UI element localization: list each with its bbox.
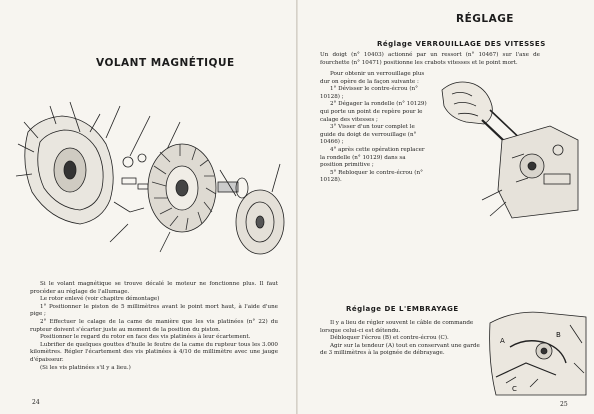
left-body-text [30, 281, 278, 372]
left-page [0, 0, 296, 414]
page-header: RÉGLAGE [456, 13, 514, 25]
section-steps [320, 71, 428, 185]
section-body-embrayage [320, 320, 480, 358]
paragraph: 2° Effectuer le calage de la came de manière que les vis platinées (n° 22) du rupteur doivent s'écarter juste au moment de la position du piston. [30, 318, 278, 333]
figure-label-a: A [500, 337, 505, 345]
section-title-embrayage: Réglage DE L'EMBRAYAGE [346, 305, 459, 313]
step: 3° Visser d'un tour complet le guide du doigt de verrouillage (n° 10466) ; [320, 124, 417, 146]
right-page [298, 0, 594, 414]
clutch-cable-illustration [486, 303, 590, 399]
step: 5° Rebloquer le contre-écrou (n° 10128). [320, 169, 423, 184]
paragraph: Lubrifier de quelques gouttes d'huile le feutre de la came du rupteur tous les 3.000 kilomètres. Régler l'écartement des vis platinées à 4/10 de millimètre avec une jauge d'épaisseur. [30, 341, 278, 363]
paragraph: Il y a lieu de régler souvent le câble de commande lorsque celui-ci est détendu. [320, 320, 474, 334]
page-number: 24 [32, 399, 40, 406]
page-title: VOLANT MAGNÉTIQUE [96, 57, 235, 69]
paragraph: Débloquer l'écrou (B) et contre-écrou (C). [330, 335, 449, 342]
step: 1° Dévisser le contre-écrou (n° 10128) ; [320, 86, 418, 100]
exploded-view-illustration [10, 92, 292, 272]
paragraph: Positionner le regard du rotor en face des vis platinées à leur écartement. [40, 334, 251, 341]
page-number: 25 [560, 401, 568, 408]
paragraph: Agir sur la tendeur (A) tout en conservant une garde de 3 millimètres à la poignée de débrayage. [320, 342, 480, 357]
step: Pour obtenir un verrouillage plus dur on opère de la façon suivante : [320, 71, 425, 85]
paragraph: Si le volant magnétique se trouve décalé le moteur ne fonctionne plus. Il faut procéder au réglage de l'allumage. [30, 281, 278, 295]
paragraph: Le rotor enlevé (voir chapitre démontage) [40, 296, 160, 303]
figure-label-b: B [556, 331, 561, 339]
section-title-verrouillage: Réglage VERROUILLAGE DES VITESSES [377, 40, 546, 48]
step: 4° après cette opération replacer la rondelle (n° 10129) dans sa position primitive ; [320, 146, 425, 169]
paragraph: 1° Positionner le piston de 5 millimètres avant le point mort haut, à l'aide d'une pige ; [30, 303, 278, 318]
figure-label-c: C [512, 385, 517, 393]
step: 2° Dégager la rondelle (n° 10129) qui porte un point de repère pour le calage des vitesses ; [320, 101, 427, 123]
section-intro: Un doigt (n° 10403) actionné par un ressort (n° 10467) sur l'axe de fourchette (n° 10471) positionne les crabots vitesses et le point mort. [320, 52, 540, 66]
paragraph: (Si les vis platinées s'il y a lieu.) [40, 364, 131, 371]
gearbox-adjustment-illustration [432, 70, 582, 220]
